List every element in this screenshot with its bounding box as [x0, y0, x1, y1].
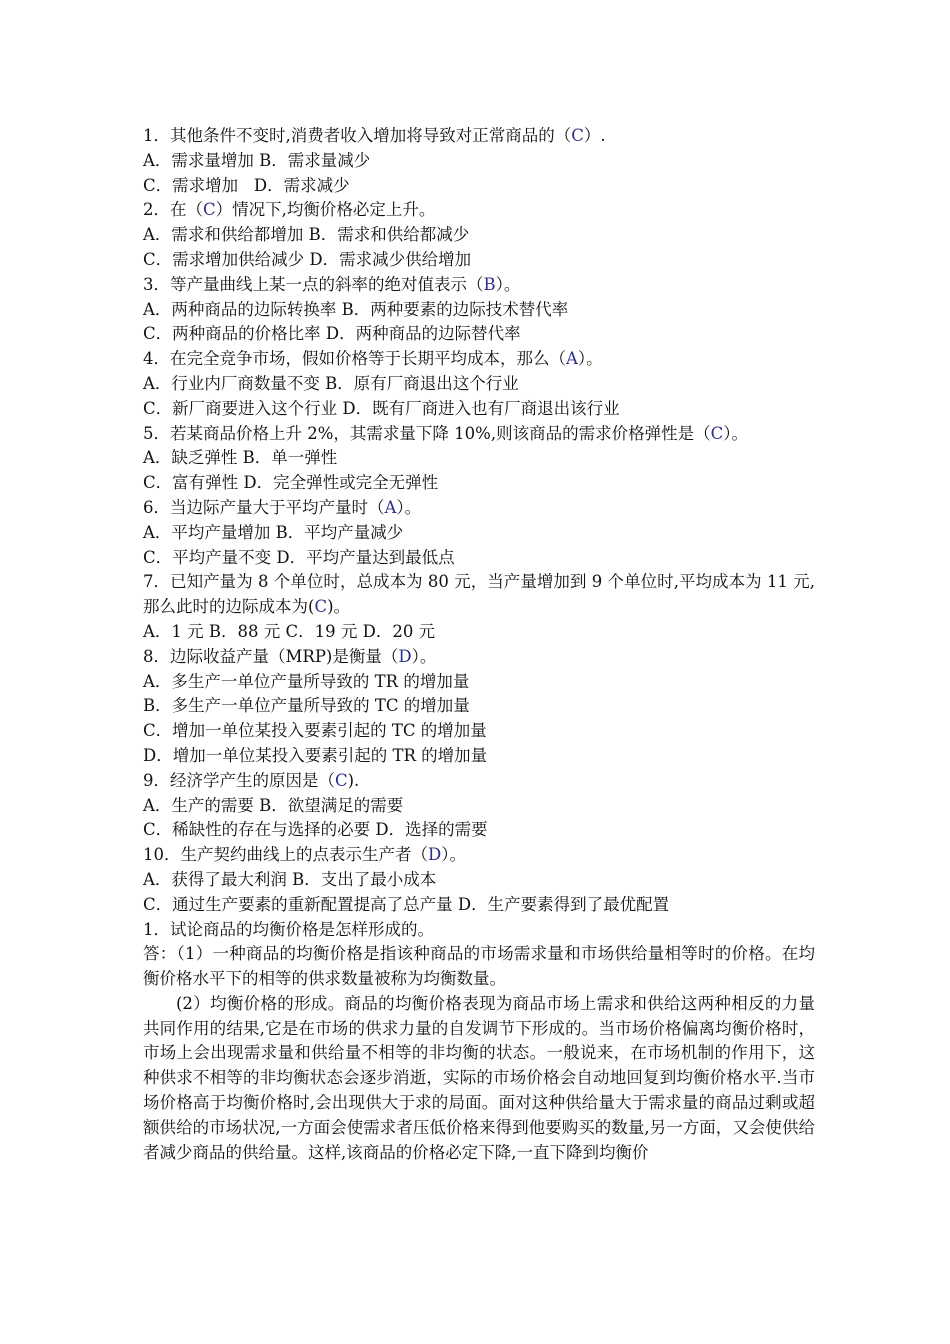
question-block	[143, 124, 815, 198]
question-text: 9．经济学产生的原因是（	[143, 770, 335, 790]
option-line: A．需求量增加 B．需求量减少	[143, 150, 371, 170]
question-block	[143, 273, 815, 347]
question-text-end: ）。	[396, 497, 422, 517]
question-stem	[143, 843, 815, 868]
question-stem	[143, 198, 815, 223]
option-line: A．平均产量增加 B．平均产量减少	[143, 522, 404, 542]
answer-letter: C	[710, 423, 724, 443]
option-line: A．多生产一单位产量所导致的 TR 的增加量	[143, 671, 470, 691]
essay-answer-paragraph-1: 答：（1）一种商品的均衡价格是指该种商品的市场需求量和市场供给量相等时的价格。在均衡价格水平下的相等的供求数量被称为均衡数量。	[143, 944, 815, 989]
question-block	[143, 769, 815, 843]
option-line: C．稀缺性的存在与选择的必要 D．选择的需要	[143, 820, 488, 840]
question-text-end: ).	[347, 770, 360, 790]
question-text: 6．当边际产量大于平均产量时（	[143, 497, 385, 517]
question-stem	[143, 273, 815, 298]
option-line: A．生产的需要 B．欲望满足的需要	[143, 795, 404, 815]
option-line: C．通过生产要素的重新配置提高了总产量 D．生产要素得到了最优配置	[143, 894, 670, 914]
option-line: C．需求增加供给减少 D．需求减少供给增加	[143, 249, 472, 269]
question-stem	[143, 570, 815, 620]
question-text-end: ）。	[495, 274, 521, 294]
question-block	[143, 198, 815, 272]
essay-question: 1．试论商品的均衡价格是怎样形成的。	[143, 919, 434, 939]
question-text-end: ）.	[583, 126, 606, 145]
question-stem	[143, 422, 815, 447]
option-line: A．获得了最大利润 B．支出了最小成本	[143, 869, 437, 889]
multiple-choice-section	[143, 124, 815, 918]
question-block	[143, 422, 815, 496]
question-text: 5．若某商品价格上升 2%，其需求量下降 10%,则该商品的需求价格弹性是（	[143, 423, 711, 443]
option-line: C．需求增加 D．需求减少	[143, 175, 350, 195]
question-text: 7．已知产量为 8 个单位时，总成本为 80 元，当产量增加到 9 个单位时,平均成本为 11 元,那么此时的边际成本为(	[143, 572, 815, 617]
option-line: A．1 元 B．88 元 C．19 元 D．20 元	[143, 621, 436, 641]
option-line: A．缺乏弹性 B．单一弹性	[143, 448, 338, 468]
question-stem	[143, 496, 815, 521]
question-stem	[143, 124, 815, 149]
question-text-end: )。	[327, 597, 350, 617]
answer-letter: C	[203, 200, 216, 220]
answer-letter: B	[483, 274, 496, 294]
answer-letter: A	[384, 497, 397, 517]
question-text: 3．等产量曲线上某一点的斜率的绝对值表示（	[143, 274, 484, 294]
essay-section	[143, 918, 815, 1166]
question-block	[143, 843, 815, 917]
option-line: C．新厂商要进入这个行业 D．既有厂商进入也有厂商退出该行业	[143, 398, 620, 418]
essay-answer-paragraph-2: (2）均衡价格的形成。商品的均衡价格表现为商品市场上需求和供给这两种相反的力量共同作用的结果,它是在市场的供求力量的自发调节下形成的。当市场价格偏离均衡价格时，市场上会出现需求量和供给量不相等的非均衡的状态。一般说来，在市场机制的作用下，这种供求不相等的非均衡状态会逐步消逝，实际的市场价格会自动地回复到均衡价格水平.当市场价格高于均衡价格时,会出现供大于求的局面。面对这种供给量大于需求量的商品过剩或超额供给的市场状况,一方面会使需求者压低价格来得到他要购买的数量,另一方面，又会使供给者减少商品的供给量。这样,该商品的价格必定下降,一直下降到均衡价	[143, 993, 815, 1162]
question-text-end: ）情况下,均衡价格必定上升。	[215, 200, 436, 220]
question-text-end: ）。	[577, 349, 603, 369]
answer-letter: C	[314, 597, 328, 617]
option-line: A．行业内厂商数量不变 B．原有厂商退出这个行业	[143, 373, 519, 393]
option-line: C．两种商品的价格比率 D．两种商品的边际替代率	[143, 324, 521, 344]
document-page	[143, 124, 815, 1165]
question-block	[143, 347, 815, 421]
question-text: 8．边际收益产量（MRP)是衡量（	[143, 646, 399, 666]
question-text: 2．在（	[143, 200, 203, 220]
option-line: A．需求和供给都增加 B．需求和供给都减少	[143, 225, 470, 245]
question-stem	[143, 769, 815, 794]
question-stem	[143, 645, 815, 670]
question-text: 4．在完全竞争市场，假如价格等于长期平均成本，那么（	[143, 349, 566, 369]
option-line: D．增加一单位某投入要素引起的 TR 的增加量	[143, 745, 488, 765]
option-line: C．富有弹性 D．完全弹性或完全无弹性	[143, 473, 439, 493]
answer-letter: C	[571, 126, 584, 145]
option-line: C．增加一单位某投入要素引起的 TC 的增加量	[143, 721, 487, 741]
question-text-end: ）。	[411, 646, 437, 666]
question-block	[143, 570, 815, 644]
option-line: A．两种商品的边际转换率 B．两种要素的边际技术替代率	[143, 299, 569, 319]
option-line: C．平均产量不变 D．平均产量达到最低点	[143, 547, 455, 567]
option-line: B．多生产一单位产量所导致的 TC 的增加量	[143, 696, 470, 716]
question-stem	[143, 347, 815, 372]
answer-letter: C	[335, 770, 348, 790]
question-text: 1．其他条件不变时,消费者收入增加将导致对正常商品的（	[143, 126, 572, 145]
question-text: 10．生产契约曲线上的点表示生产者（	[143, 845, 428, 865]
answer-letter: A	[566, 349, 578, 369]
question-block	[143, 645, 815, 769]
question-text-end: ）。	[723, 423, 748, 443]
answer-letter: D	[398, 646, 412, 666]
answer-letter: D	[428, 845, 442, 865]
question-block	[143, 496, 815, 570]
question-text-end: ）。	[441, 845, 466, 865]
